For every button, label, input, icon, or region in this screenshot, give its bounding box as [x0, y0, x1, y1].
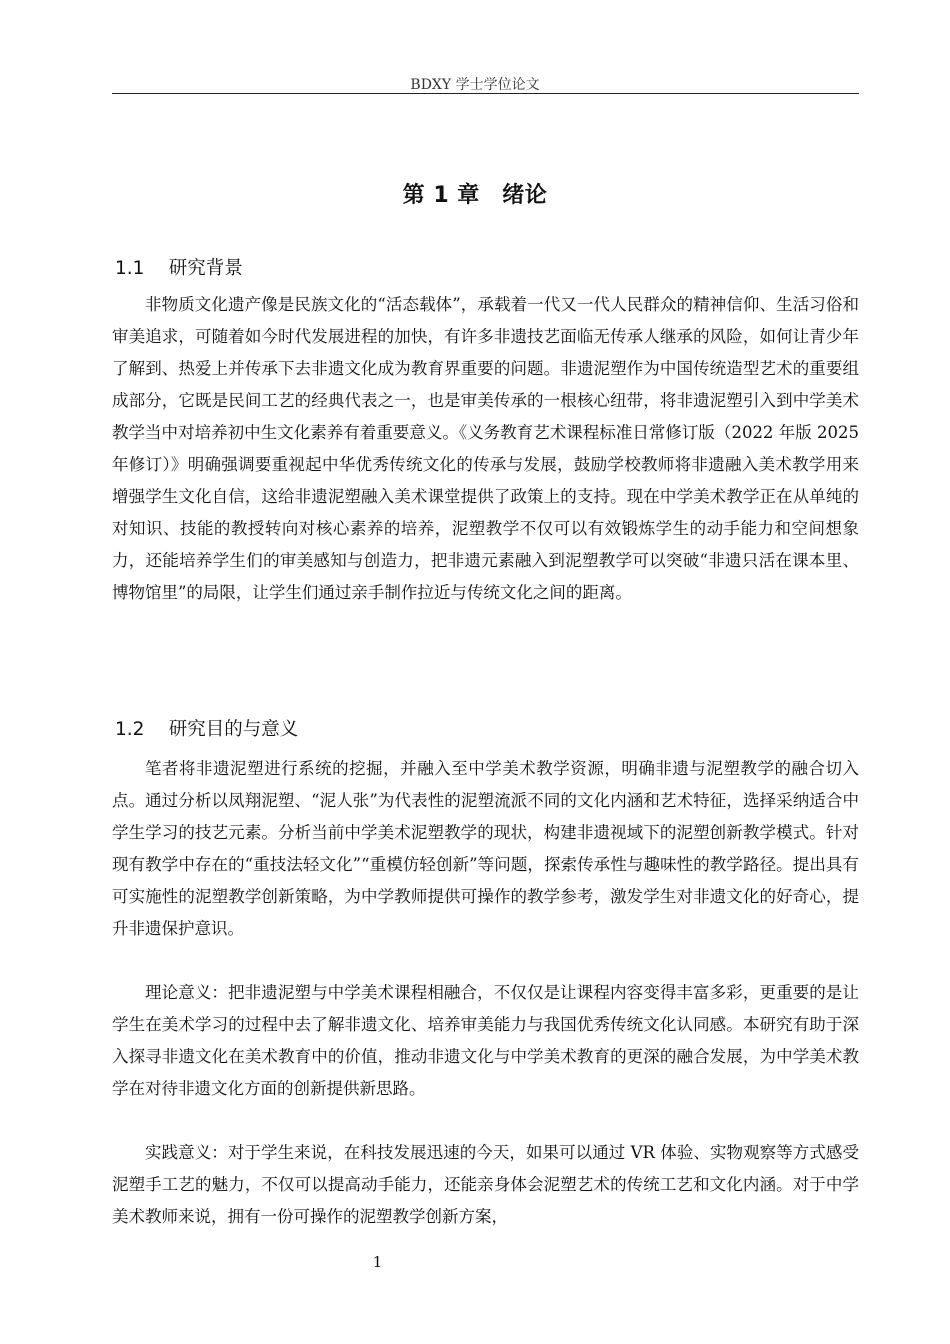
running-header: BDXY 学士学位论文: [410, 77, 540, 93]
chapter-title: 第 1 章 绪论: [402, 183, 548, 208]
page-number: 1: [372, 1253, 383, 1271]
paragraph-research-background: 非物质文化遗产像是民族文化的“活态载体”，承载着一代又一代人民群众的精神信仰、生活习俗和审美追求，可随着如今时代发展进程的加快，有许多非遗技艺面临无传承人继承的风险，如何让青少年了解到、热爱上并传承下去非遗文化成为教育界重要的问题。非遗泥塑作为中国传统造型艺术的重要组成部分，它既是民间工艺的经典代表之一，也是审美传承的一根核心纽带，将非遗泥塑引入到中学美术教学当中对培养初中生文化素养有着重要意义。《义务教育艺术课程标准日常修订版（2022 年版 2025 年修订）》明确强调要重视起中华优秀传统文化的传承与发展，鼓励学校教师将非遗融入美术教学用来增强学生文化自信，这给非遗泥塑融入美术课堂提供了政策上的支持。现在中学美术教学正在从单纯的对知识、技能的教授转向对核心素养的培养，泥塑教学不仅可以有效锻炼学生的动手能力和空间想象力，还能培养学生们的审美感知与创造力，把非遗元素融入到泥塑教学可以突破“非遗只活在课本里、博物馆里”的局限，让学生们通过亲手制作拉近与传统文化之间的距离。: [112, 295, 859, 602]
paragraph-practical-significance: 实践意义：对于学生来说，在科技发展迅速的今天，如果可以通过 VR 体验、实物观察等方式感受泥塑手工艺的魅力，不仅可以提高动手能力，还能亲身体会泥塑艺术的传统工艺和文化内涵。对于中学美术教师来说，拥有一份可操作的泥塑教学创新方案，: [112, 1143, 859, 1226]
section-heading-1-1: 1.1 研究背景: [115, 258, 243, 279]
paragraph-theoretical-significance: 理论意义：把非遗泥塑与中学美术课程相融合，不仅仅是让课程内容变得丰富多彩，更重要的是让学生在美术学习的过程中去了解非遗文化、培养审美能力与我国优秀传统文化认同感。本研究有助于深入探寻非遗文化在美术教育中的价值，推动非遗文化与中学美术教育的更深的融合发展，为中学美术教学在对待非遗文化方面的创新提供新思路。: [112, 983, 859, 1098]
section-heading-1-2: 1.2 研究目的与意义: [115, 719, 299, 740]
paragraph-research-purpose: 笔者将非遗泥塑进行系统的挖掘，并融入至中学美术教学资源，明确非遗与泥塑教学的融合切入点。通过分析以凤翔泥塑、“泥人张”为代表性的泥塑流派不同的文化内涵和艺术特征，选择采纳适合中学生学习的技艺元素。分析当前中学美术泥塑教学的现状，构建非遗视域下的泥塑创新教学模式。针对现有教学中存在的“重技法轻文化”“重模仿轻创新”等问题，探索传承性与趣味性的教学路径。提出具有可实施性的泥塑教学创新策略，为中学教师提供可操作的教学参考，激发学生对非遗文化的好奇心，提升非遗保护意识。: [112, 759, 859, 938]
header-divider: [112, 93, 859, 94]
